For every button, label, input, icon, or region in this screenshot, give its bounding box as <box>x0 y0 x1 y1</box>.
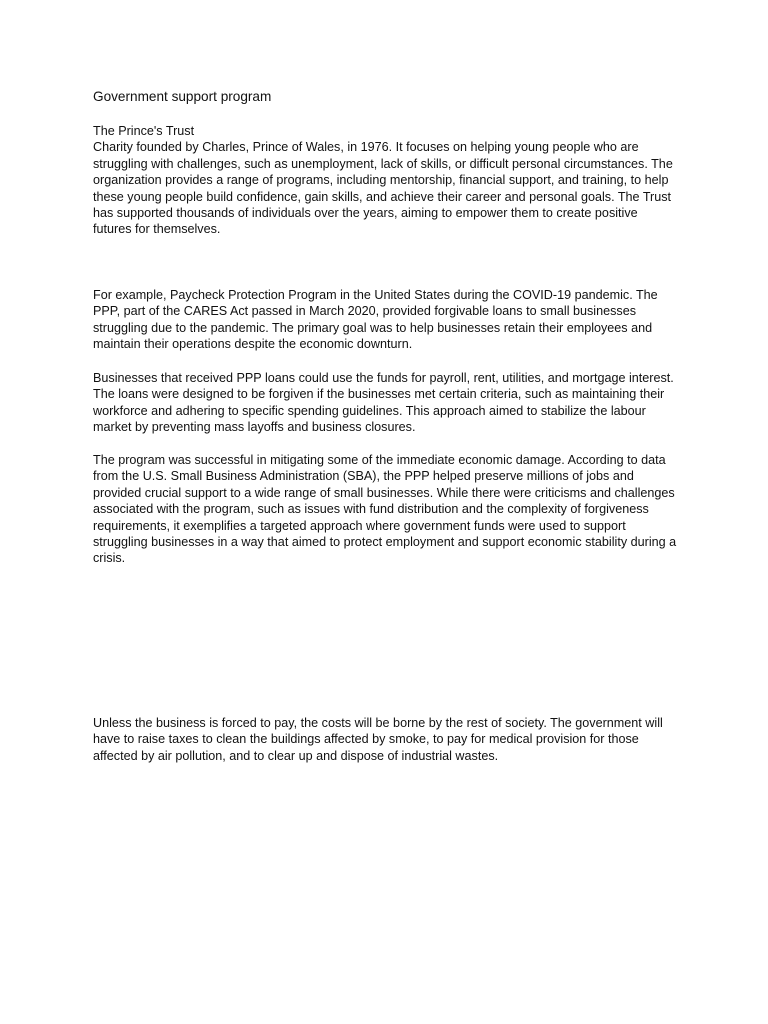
paragraph-externalities: Unless the business is forced to pay, the costs will be borne by the rest of society. The government will have to raise taxes to clean the buildings affected by smoke, to pay for medical provision for those affected by air pollution, and to clear up and dispose of industrial wastes. <box>93 716 663 763</box>
paragraph-ppp-success: The program was successful in mitigating some of the immediate economic damage. According to data from the U.S. Small Business Administration (SBA), the PPP helped preserve millions of jobs and provided crucial support to a wide range of small businesses. While there were criticisms and challenges associated with the program, such as issues with fund distribution and the complexity of forgiveness requirements, it exemplifies a targeted approach where government funds were used to support struggling businesses in a way that aimed to protect employment and support economic stability during a crisis. <box>93 453 677 566</box>
paragraph-ppp-intro: For example, Paycheck Protection Program in the United States during the COVID-19 pandemic. The PPP, part of the CARES Act passed in March 2020, provided forgivable loans to small businesses struggling due to the pandemic. The primary goal was to help businesses retain their employees and maintain their operations despite the economic downturn. <box>93 288 658 352</box>
section-princes-trust <box>93 123 679 238</box>
section-heading: The Prince's Trust <box>93 124 195 138</box>
section-body: Charity founded by Charles, Prince of Wales, in 1976. It focuses on helping young people who are struggling with challenges, such as unemployment, lack of skills, or difficult personal circumstances. The organization provides a range of programs, including mentorship, financial support, and training, to help these young people build confidence, gain skills, and achieve their career and personal goals. The Trust has supported thousands of individuals over the years, aiming to empower them to create positive futures for themselves. <box>93 140 673 237</box>
document-title: Government support program <box>93 89 272 104</box>
paragraph-ppp-loans: Businesses that received PPP loans could use the funds for payroll, rent, utilities, and mortgage interest. The loans were designed to be forgiven if the businesses met certain criteria, such as maintaining their workforce and adhering to specific spending guidelines. This approach aimed to stabilize the labour market by preventing mass layoffs and business closures. <box>93 371 674 435</box>
